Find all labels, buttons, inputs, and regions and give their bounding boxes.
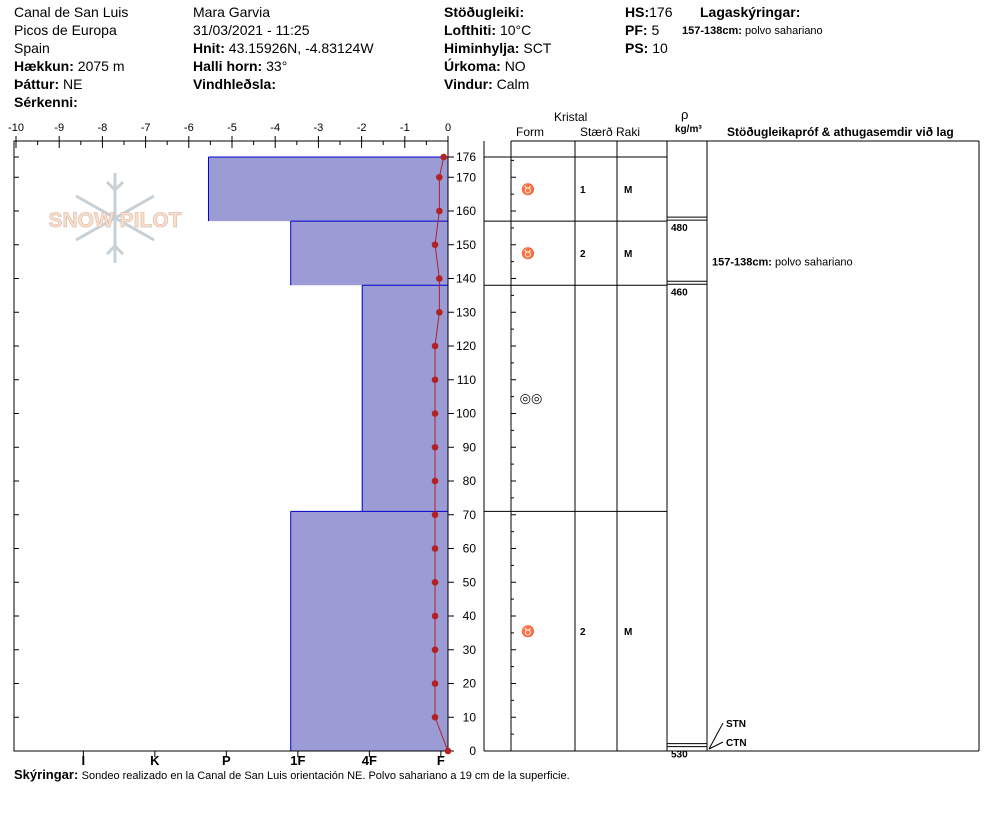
height-tick-label: 40 — [462, 609, 476, 623]
height-tick-label: 60 — [462, 541, 476, 556]
moisture-value: M — [624, 249, 633, 261]
temp-tick-label: -7 — [140, 122, 151, 134]
airtemp-label: Lofthiti: — [444, 22, 497, 38]
footer — [14, 767, 570, 784]
temp-tick-label: -10 — [8, 122, 24, 134]
grain-form-symbol: ♉ — [521, 248, 535, 261]
temperature-point — [436, 174, 443, 181]
layer-note-text: polvo sahariano — [745, 25, 823, 37]
temperature-point — [432, 376, 439, 383]
temp-tick-label: -6 — [183, 122, 194, 134]
height-tick-label: 120 — [455, 339, 476, 353]
temp-tick-label: -4 — [270, 122, 281, 134]
hardness-tick-label: 4F — [361, 753, 377, 768]
stability-test-label: CTN — [726, 738, 747, 749]
grain-form-symbol: ♉ — [521, 626, 535, 639]
aspect-value: NE — [63, 76, 83, 92]
temperature-point — [445, 748, 452, 755]
grain-size: 2 — [580, 627, 586, 639]
hardness-layer — [291, 511, 448, 751]
pf-value: 5 — [651, 22, 660, 38]
crystal-header: Kristal — [554, 110, 588, 124]
wind-label: Vindur: — [444, 76, 493, 92]
temperature-point — [436, 309, 443, 316]
temperature-point — [432, 478, 439, 485]
height-tick-label: 170 — [455, 170, 476, 185]
hardness-tick-label: I — [81, 753, 86, 768]
windload-label: Vindhleðsla: — [193, 76, 276, 92]
layer-comment: 157-138cm: polvo sahariano — [712, 256, 853, 269]
grain-form-symbol: ◎◎ — [519, 390, 543, 406]
temperature-point — [432, 680, 439, 687]
sky-value: SCT — [523, 40, 552, 56]
temperature-point — [432, 579, 439, 586]
datetime: 31/03/2021 - 11:25 — [193, 22, 310, 38]
size-header: Stærð — [580, 125, 613, 139]
height-tick-label: 100 — [455, 406, 476, 421]
elevation-label: Hækkun: — [14, 58, 74, 74]
temperature-point — [432, 444, 439, 451]
slope-value: 33° — [266, 58, 288, 74]
temp-tick-label: -2 — [356, 122, 367, 134]
temp-tick-label: -1 — [399, 122, 410, 134]
temp-tick-label: -9 — [54, 122, 65, 134]
hs-value: 176 — [649, 4, 673, 20]
temp-tick-label: 0 — [444, 122, 452, 134]
height-tick-label: 20 — [462, 676, 476, 691]
aspect-label: Þáttur: — [14, 76, 60, 92]
watermark-text: SNOW PILOT — [48, 209, 182, 232]
height-tick-label: 70 — [462, 507, 476, 522]
temperature-point — [432, 241, 439, 248]
precip-label: Úrkoma: — [444, 58, 501, 74]
grain-size: 2 — [580, 249, 586, 261]
temp-tick-label: -5 — [227, 122, 237, 134]
density-value: 460 — [671, 287, 688, 299]
country: Spain — [14, 40, 50, 56]
temperature-point — [436, 208, 443, 215]
elevation-value: 2075 m — [77, 58, 125, 74]
temperature-point — [432, 714, 439, 721]
density-value: 480 — [671, 223, 688, 235]
layers-label: Lagaskýringar: — [700, 4, 801, 20]
hardness-tick-label: 1F — [290, 753, 306, 768]
moisture-value: M — [624, 627, 633, 639]
height-tick-label: 0 — [469, 744, 476, 758]
temperature-point — [432, 343, 439, 350]
temp-tick-label: -8 — [97, 122, 108, 134]
form-header: Form — [516, 125, 544, 139]
hardness-tick-label: P — [222, 753, 231, 768]
moisture-value: M — [624, 185, 633, 197]
temperature-point — [432, 646, 439, 653]
observer: Mara Garvia — [193, 4, 271, 20]
temperature-point — [440, 154, 447, 161]
hardness-layer — [291, 221, 448, 285]
stability-label: Stöðugleiki: — [444, 4, 525, 20]
footer-label: Skýringar: — [14, 767, 79, 782]
airtemp-value: 10°C — [499, 22, 532, 38]
height-tick-label: 150 — [455, 237, 476, 252]
coords-value: 43.15926N, -4.83124W — [228, 40, 374, 56]
slope-label: Halli horn: — [193, 58, 263, 74]
stability-test-label: STN — [726, 719, 746, 730]
height-tick-label: 10 — [462, 710, 476, 725]
range: Picos de Europa — [14, 22, 117, 38]
temperature-point — [432, 613, 439, 620]
rho-header: ρ — [681, 107, 689, 122]
moisture-header: Raki — [616, 125, 641, 139]
tests-header: Stöðugleikapróf & athugasemdir við lag — [727, 125, 954, 139]
hardness-layer — [208, 157, 448, 221]
layer-note-range: 157-138cm: — [682, 25, 742, 37]
ps-value: 10 — [652, 40, 668, 56]
specifics-label: Sérkenni: — [14, 94, 78, 110]
coords-label: Hnit: — [193, 40, 225, 56]
height-tick-label: 80 — [462, 474, 476, 488]
height-tick-label: 110 — [456, 372, 476, 387]
precip-value: NO — [504, 58, 526, 74]
sky-label: Himinhylja: — [444, 40, 520, 56]
height-tick-label: 140 — [455, 271, 476, 286]
pf-label: PF: — [625, 22, 648, 38]
temp-tick-label: -3 — [313, 122, 324, 134]
height-tick-label: 90 — [462, 440, 476, 455]
grain-form-symbol: ♉ — [521, 184, 535, 197]
hs-label: HS: — [625, 4, 650, 20]
hardness-tick-label: K — [150, 753, 160, 768]
height-tick-label: 30 — [462, 642, 476, 657]
height-tick-label: 50 — [462, 575, 476, 590]
density-value: 530 — [671, 749, 688, 761]
temperature-point — [436, 275, 443, 282]
height-tick-label: 130 — [455, 305, 476, 320]
location: Canal de San Luis — [14, 4, 129, 20]
height-tick-label: 160 — [455, 204, 476, 218]
temperature-point — [432, 511, 439, 518]
ps-label: PS: — [625, 40, 649, 56]
density-unit-header: kg/m³ — [675, 124, 702, 135]
height-tick-label: 176 — [455, 150, 476, 164]
snowpilot-watermark — [49, 173, 182, 263]
hardness-tick-label: F — [436, 753, 445, 768]
temperature-point — [432, 410, 439, 417]
temperature-point — [432, 545, 439, 552]
grain-size: 1 — [580, 185, 586, 197]
footer-text: Sondeo realizado en la Canal de San Luis orientación NE. Polvo sahariano a 19 cm de la superficie. — [81, 770, 570, 782]
wind-value: Calm — [496, 76, 530, 92]
